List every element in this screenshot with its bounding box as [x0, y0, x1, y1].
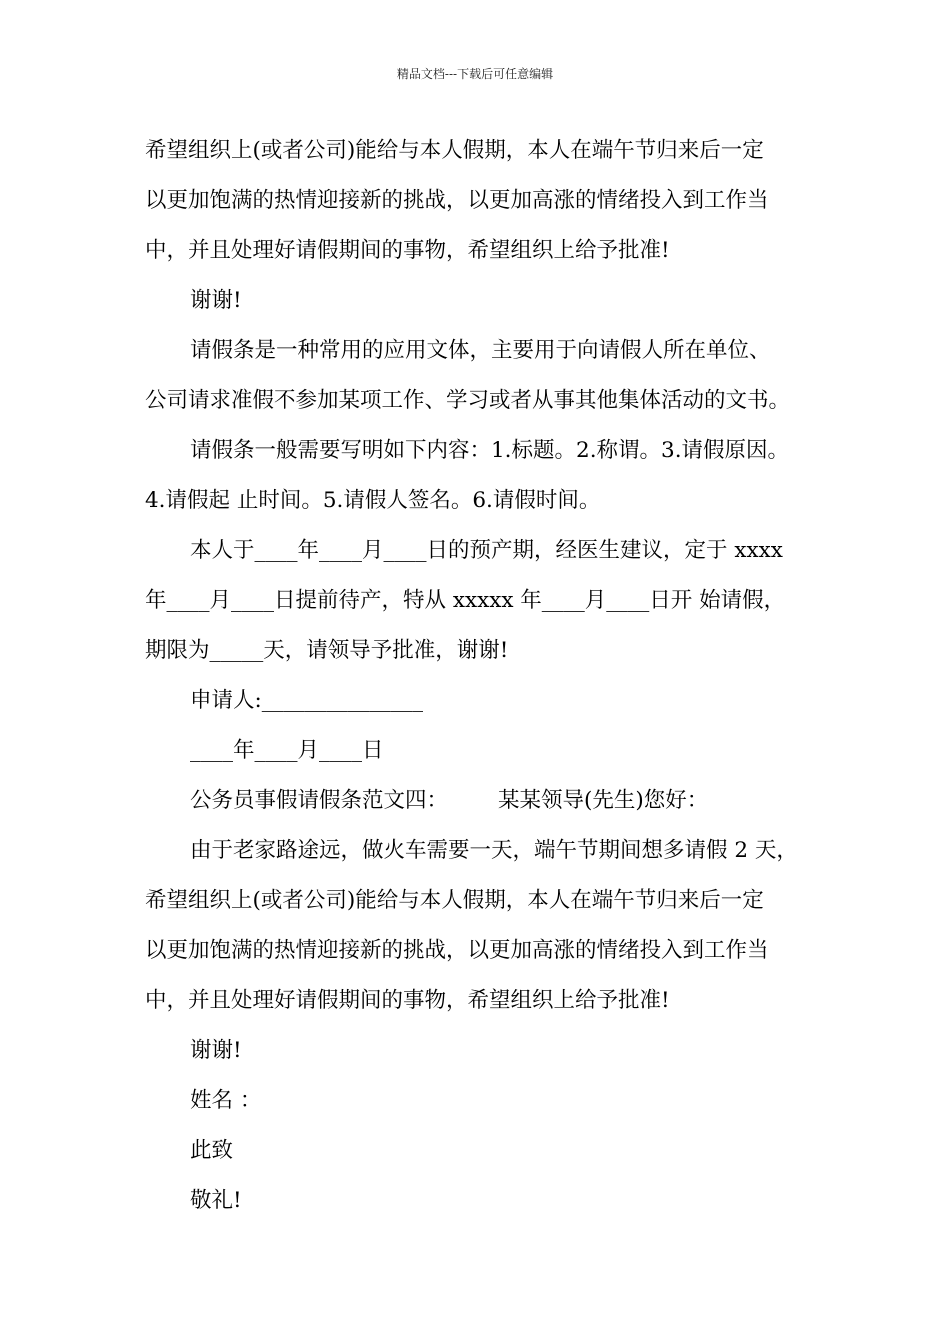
text-line: 公司请求准假不参加某项工作、学习或者从事其他集体活动的文书。 [145, 388, 791, 413]
text-line: 中，并且处理好请假期间的事物，希望组织上给予批准! [145, 988, 670, 1013]
text-line: 请假条一般需要写明如下内容：1.标题。2.称谓。3.请假原因。 [190, 438, 790, 463]
section-heading-line [145, 776, 825, 826]
page-header: 精品文档---下载后可任意编辑 [396, 67, 554, 81]
text-line: 谢谢! [190, 288, 242, 313]
text-line: 希望组织上(或者公司)能给与本人假期，本人在端午节归来后一定 [145, 888, 764, 913]
text-line: 希望组织上(或者公司)能给与本人假期，本人在端午节归来后一定 [145, 138, 764, 163]
salutation: 某某领导(先生)您好： [498, 788, 709, 813]
text-line: 本人于____年____月____日的预产期，经医生建议，定于 xxxx [190, 538, 783, 563]
name-line: 姓名 ： [190, 1088, 262, 1113]
text-line: 年____月____日提前待产，特从 xxxxx 年____月____日开 始请假， [145, 588, 786, 613]
text-line: 以更加饱满的热情迎接新的挑战，以更加高涨的情绪投入到工作当 [145, 188, 769, 213]
applicant-line: 申请人:_______________ [190, 688, 423, 713]
text-line: 由于老家路途远，做火车需要一天，端午节期间想多请假 2 天， [190, 838, 798, 863]
closing-line: 此致 [190, 1138, 234, 1163]
section-heading: 公务员事假请假条范文四： [190, 788, 449, 813]
date-line: ____年____月____日 [190, 738, 384, 763]
document-body [145, 126, 825, 1226]
closing-line: 敬礼! [190, 1188, 242, 1213]
text-line: 请假条是一种常用的应用文体，主要用于向请假人所在单位、 [190, 338, 771, 363]
text-line: 以更加饱满的热情迎接新的挑战，以更加高涨的情绪投入到工作当 [145, 938, 769, 963]
text-line: 4.请假起 止时间。5.请假人签名。6.请假时间。 [145, 488, 601, 513]
text-line: 中，并且处理好请假期间的事物，希望组织上给予批准! [145, 238, 670, 263]
text-line: 期限为_____天，请领导予批准，谢谢! [145, 638, 509, 663]
text-line: 谢谢! [190, 1038, 242, 1063]
